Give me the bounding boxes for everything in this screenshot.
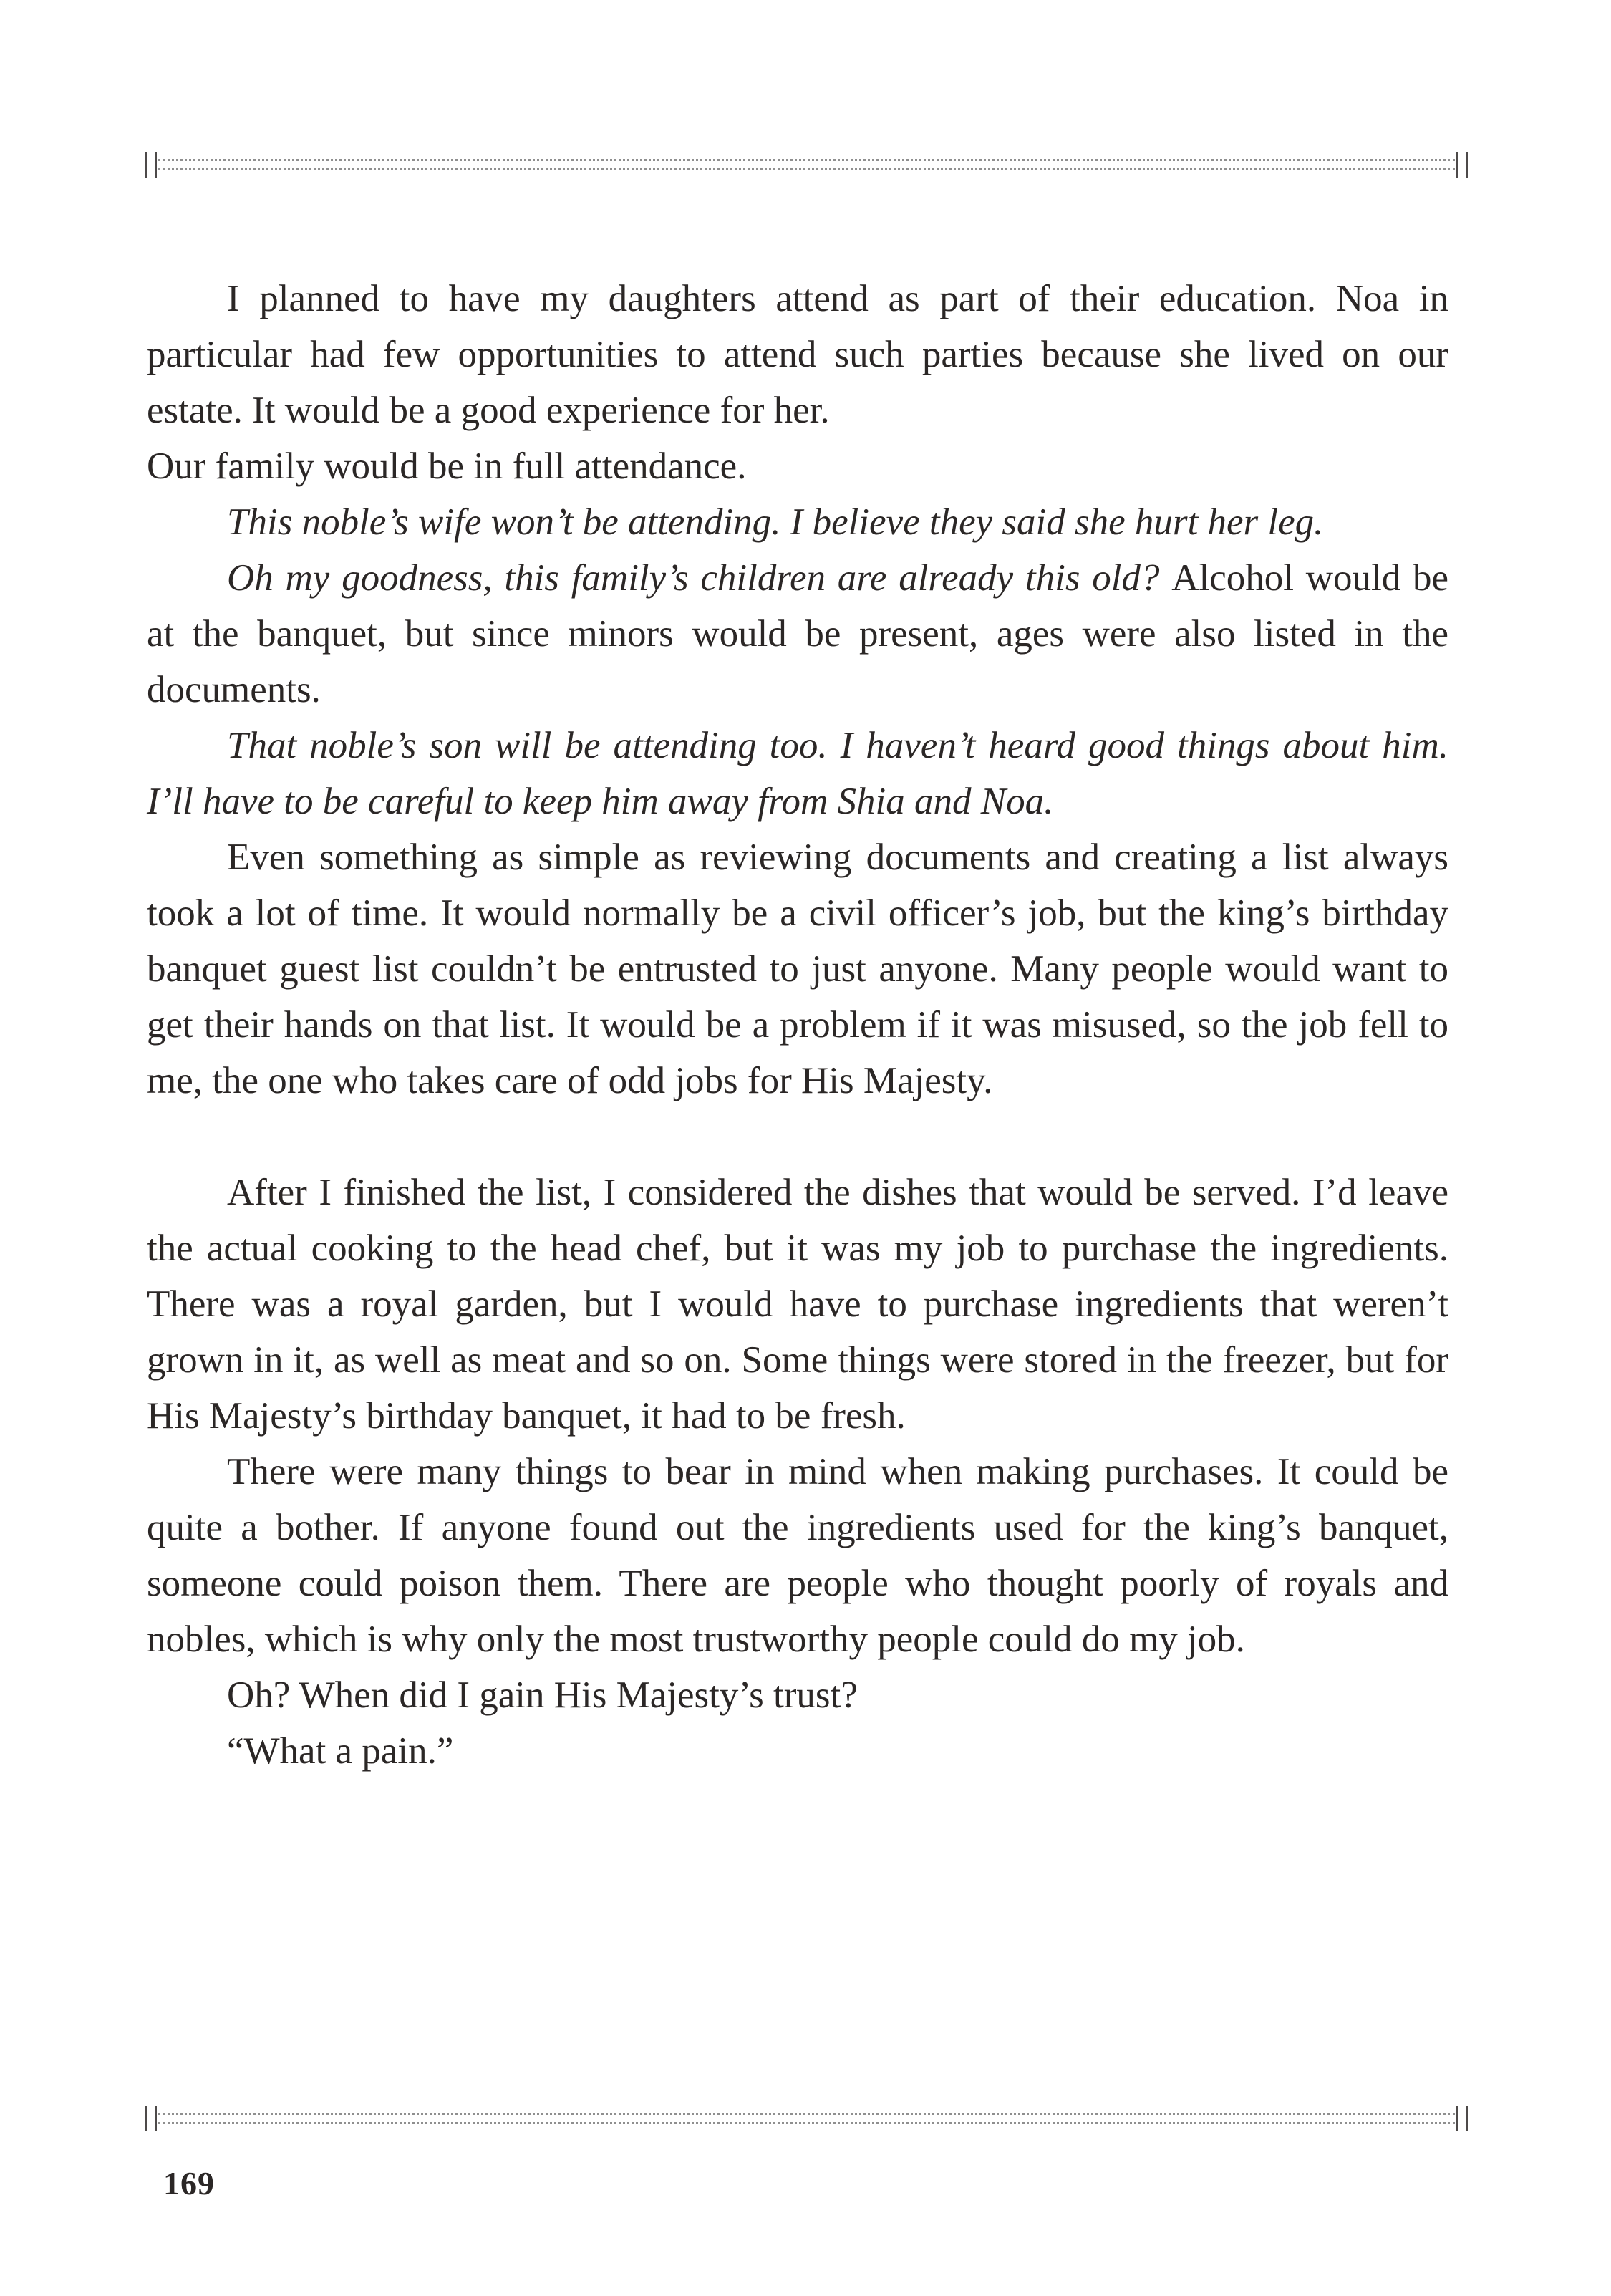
top-ornament-rule bbox=[147, 159, 1466, 168]
text-segment: Even something as simple as reviewing documents and creating a list always took a lot of time. It would normally be a civil officer’s job, but the king’s birthday banquet guest list couldn’t be entrusted to just anyone. Many people would want to get their hands on that list. It would be a problem if it was misused, so the job fell to me, the one who takes care of odd jobs for His Majesty. bbox=[147, 836, 1448, 1101]
paragraph bbox=[147, 718, 1448, 829]
dotted-line bbox=[158, 159, 1455, 161]
paragraph bbox=[147, 1667, 1448, 1723]
paragraph bbox=[147, 829, 1448, 1109]
paragraph bbox=[147, 494, 1448, 550]
text-segment: “What a pain.” bbox=[227, 1730, 454, 1772]
dotted-line bbox=[158, 2113, 1455, 2115]
paragraph bbox=[147, 271, 1448, 438]
text-segment: Alcohol would be at the banquet, but since minors would be present, ages were also listed in the documents. bbox=[147, 557, 1448, 710]
paragraph bbox=[147, 1444, 1448, 1667]
dotted-line bbox=[158, 168, 1455, 170]
italic-text-segment: That noble’s son will be attending too. I haven’t heard good things about him. I’ll have to be careful to keep him away from Shia and Noa. bbox=[147, 725, 1448, 822]
paragraph bbox=[147, 1164, 1448, 1444]
page-body bbox=[147, 271, 1448, 1779]
text-segment: Oh? When did I gain His Majesty’s trust? bbox=[227, 1674, 858, 1716]
text-segment: There were many things to bear in mind when making purchases. It could be quite a bother. If anyone found out the ingredients used for the king’s banquet, someone could poison them. There are people who thought poorly of royals and nobles, which is why only the most trustworthy people could do my job. bbox=[147, 1451, 1448, 1660]
dotted-line bbox=[158, 2122, 1455, 2124]
italic-text-segment: Oh my goodness, this family’s children are already this old? bbox=[227, 557, 1172, 599]
paragraph bbox=[147, 1723, 1448, 1779]
text-segment: I planned to have my daughters attend as part of their education. Noa in particular had few opportunities to attend such parties because she lived on our estate. It would be a good experience for her. bbox=[147, 278, 1448, 431]
text-segment: Our family would be in full attendance. bbox=[147, 445, 747, 487]
paragraph bbox=[147, 550, 1448, 718]
paragraph bbox=[147, 438, 1448, 494]
page-number: 169 bbox=[163, 2165, 215, 2201]
italic-text-segment: This noble’s wife won’t be attending. I believe they said she hurt her leg. bbox=[227, 501, 1324, 543]
bottom-ornament-rule bbox=[147, 2113, 1466, 2122]
text-segment: After I finished the list, I considered the dishes that would be served. I’d leave the actual cooking to the head chef, but it was my job to purchase the ingredients. There was a royal garden, but I would have to purchase ingredients that weren’t grown in it, as well as meat and so on. Some things were stored in the freezer, but for His Majesty’s birthday banquet, it had to be fresh. bbox=[147, 1172, 1448, 1437]
